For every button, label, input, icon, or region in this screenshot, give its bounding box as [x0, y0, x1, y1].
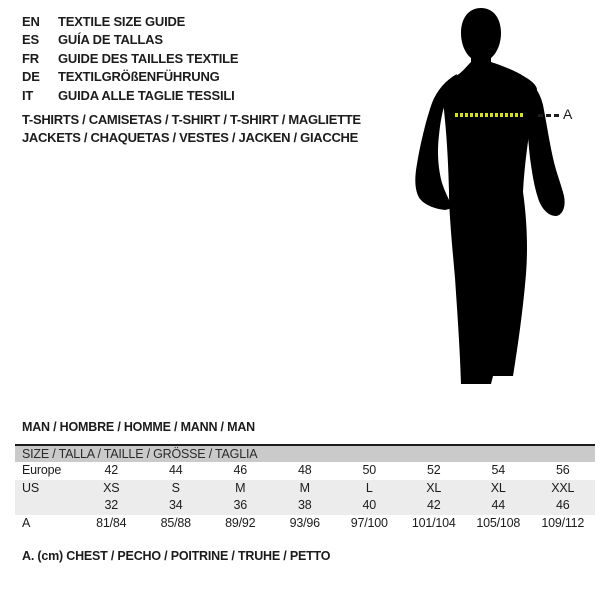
- size-value: 46: [555, 498, 570, 512]
- size-value: M: [235, 480, 246, 495]
- language-list: [22, 13, 238, 105]
- size-value: 44: [168, 463, 183, 477]
- language-row: [22, 50, 238, 68]
- size-value: 56: [555, 463, 570, 477]
- language-row: [22, 13, 238, 31]
- silhouette-body: [441, 62, 537, 384]
- size-value: M: [299, 480, 310, 495]
- row-label: Europe: [22, 463, 62, 477]
- measure-pointer-line: [538, 114, 561, 117]
- size-value: 44: [491, 498, 505, 512]
- size-value: 54: [491, 463, 505, 477]
- language-label: TEXTILGRÖßENFÜHRUNG: [58, 69, 220, 85]
- size-value: 42: [426, 498, 441, 512]
- size-value: 50: [362, 463, 376, 477]
- size-value: 36: [233, 498, 247, 512]
- language-code: ES: [22, 32, 39, 48]
- size-value: XXL: [551, 480, 575, 495]
- model-figure: [400, 0, 575, 400]
- size-value: 48: [297, 463, 312, 477]
- size-value: 101/104: [411, 515, 456, 530]
- size-value: 46: [233, 463, 247, 477]
- language-label: GUÍA DE TALLAS: [58, 32, 163, 48]
- size-value: 42: [104, 463, 118, 477]
- measurement-footnote: A. (cm) CHEST / PECHO / POITRINE / TRUHE / PETTO: [22, 549, 331, 563]
- language-row: [22, 31, 238, 49]
- language-row: [22, 68, 238, 86]
- size-value: S: [171, 480, 180, 495]
- table-header: SIZE / TALLA / TAILLE / GRÖSSE / TAGLIA: [15, 446, 595, 462]
- language-label: GUIDE DES TAILLES TEXTILE: [58, 50, 239, 66]
- row-label: A: [22, 515, 31, 530]
- table-row-europe: [15, 462, 595, 480]
- language-code: IT: [22, 87, 34, 103]
- size-value: 34: [168, 498, 183, 512]
- table-row-us: [15, 480, 595, 498]
- row-label: [15, 497, 79, 515]
- size-value: 89/92: [225, 515, 256, 530]
- language-code: FR: [22, 50, 39, 66]
- section-title: MAN / HOMBRE / HOMME / MANN / MAN: [22, 420, 255, 434]
- size-value: 97/100: [350, 515, 388, 530]
- silhouette-head: [461, 8, 501, 67]
- size-value: 109/112: [541, 515, 585, 530]
- size-value: 40: [362, 498, 376, 512]
- size-value: L: [365, 480, 373, 495]
- man-silhouette-image: [400, 0, 575, 400]
- size-table: [15, 444, 595, 532]
- category-line-jackets: JACKETS / CHAQUETAS / VESTES / JACKEN / GIACCHE: [22, 129, 358, 145]
- row-label: US: [22, 480, 39, 495]
- size-value: XS: [103, 480, 120, 495]
- language-code: EN: [22, 14, 40, 29]
- size-value: XL: [490, 480, 506, 495]
- chest-measure-line: [455, 113, 523, 117]
- language-label: TEXTILE SIZE GUIDE: [58, 14, 186, 29]
- size-value: 81/84: [96, 515, 127, 530]
- size-value: XL: [426, 480, 442, 495]
- category-line-tshirts: T-SHIRTS / CAMISETAS / T-SHIRT / T-SHIRT / MAGLIETTE: [22, 112, 361, 127]
- table-row-numeric: [15, 497, 595, 515]
- size-value: 38: [297, 498, 312, 512]
- size-value: 93/96: [289, 515, 320, 530]
- size-value: 32: [104, 498, 118, 512]
- language-label: GUIDA ALLE TAGLIE TESSILI: [58, 87, 235, 103]
- size-value: 105/108: [476, 515, 521, 530]
- table-row-chest-cm: [15, 515, 595, 533]
- size-value: 85/88: [160, 515, 191, 530]
- measure-label-a: A: [563, 106, 573, 122]
- category-list: [22, 111, 361, 146]
- language-code: DE: [22, 69, 40, 85]
- language-row: [22, 87, 238, 105]
- size-value: 52: [426, 463, 441, 477]
